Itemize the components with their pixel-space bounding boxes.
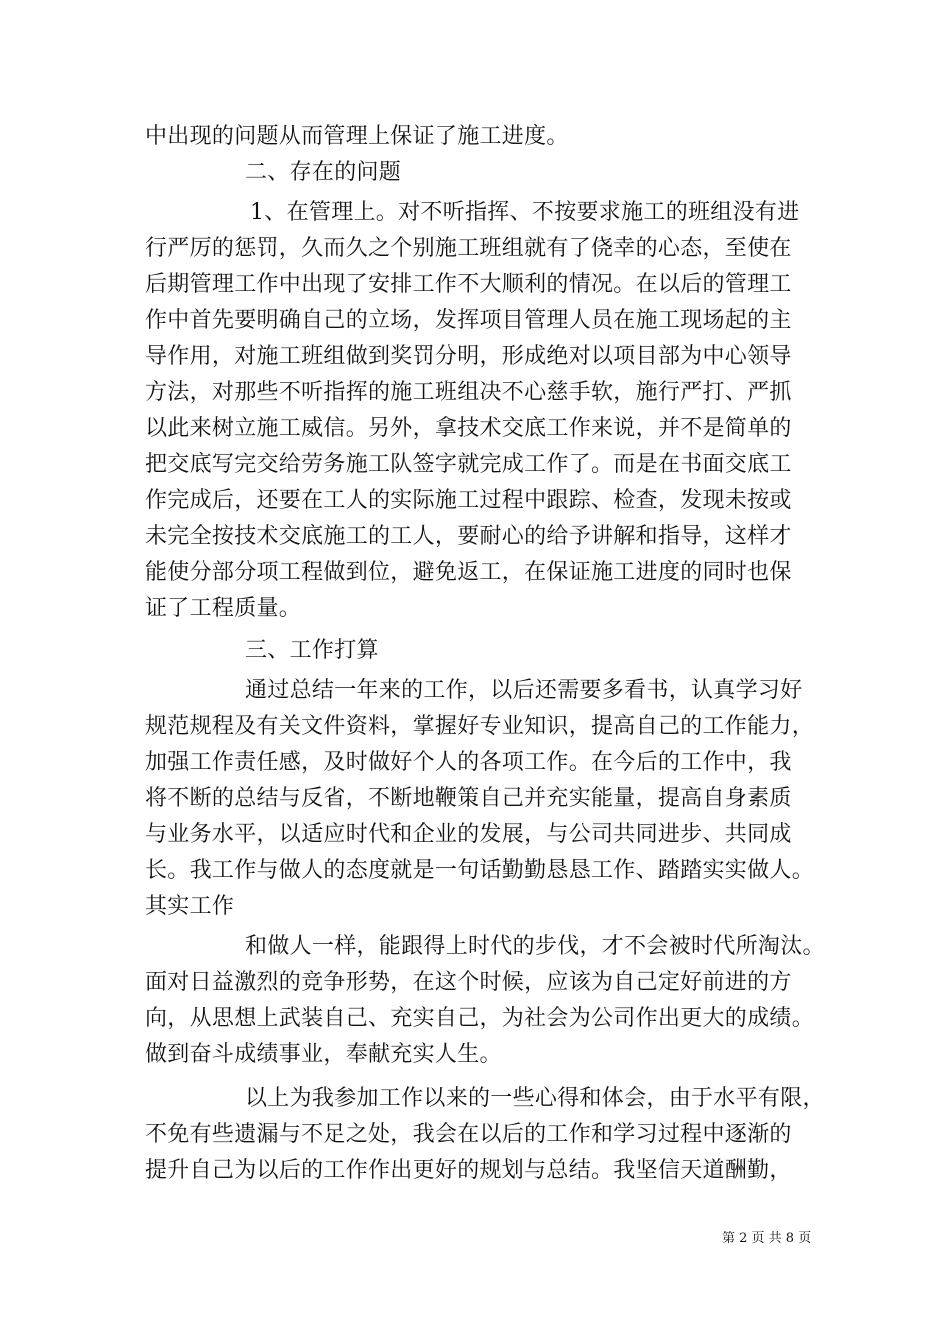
- text-line: 证了工程质量。: [145, 596, 302, 621]
- text-line: 面对日益激烈的竞争形势，在这个时候，应该为自己定好前进的方: [145, 970, 792, 995]
- text-line: 作完成后，还要在工人的实际施工过程中跟踪、检查，发现未按或: [145, 488, 792, 513]
- page-number: 第 2 页 共 8 页: [722, 1231, 812, 1246]
- text-line: 做到奋斗成绩事业，奉献充实人生。: [145, 1042, 502, 1067]
- text-line: 规范规程及有关文件资料，掌握好专业知识，提高自己的工作能力，: [145, 714, 815, 739]
- text-line: 向，从思想上武装自己、充实自己，为社会为公司作出更大的成绩。: [145, 1006, 815, 1031]
- section-heading-plans: 三、工作打算: [245, 638, 379, 663]
- text-line: 中出现的问题从而管理上保证了施工进度。: [145, 124, 569, 149]
- text-line: 其实工作: [145, 894, 235, 919]
- section-heading-problems: 二、存在的问题: [245, 160, 402, 185]
- text-line: 把交底写完交给劳务施工队签字就完成工作了。而是在书面交底工: [145, 452, 792, 477]
- text-line: 方法，对那些不听指挥的施工班组决不心慈手软，施行严打、严抓: [145, 380, 792, 405]
- text-line: 后期管理工作中出现了安排工作不大顺利的情况。在以后的管理工: [145, 272, 792, 297]
- text-line: 长。我工作与做人的态度就是一句话勤勤恳恳工作、踏踏实实做人。: [145, 858, 815, 883]
- text-line: 提升自己为以后的工作作出更好的规划与总结。我坚信天道酬勤，: [145, 1158, 792, 1183]
- text-line: 导作用，对施工班组做到奖罚分明，形成绝对以项目部为中心领导: [145, 344, 792, 369]
- text-line: 以此来树立施工威信。另外，拿技术交底工作来说，并不是简单的: [145, 416, 792, 441]
- text-line: 以上为我参加工作以来的一些心得和体会，由于水平有限，: [245, 1086, 825, 1111]
- text-line: 行严厉的惩罚，久而久之个别施工班组就有了侥幸的心态，至使在: [145, 236, 792, 261]
- text-line: 能使分部分项工程做到位，避免返工，在保证施工进度的同时也保: [145, 560, 792, 585]
- text-line: 加强工作责任感，及时做好个人的各项工作。在今后的工作中，我: [145, 750, 792, 775]
- text-line: 与业务水平，以适应时代和企业的发展，与公司共同进步、共同成: [145, 822, 792, 847]
- text-line: 未完全按技术交底施工的工人，要耐心的给予讲解和指导，这样才: [145, 524, 792, 549]
- text-line: 不免有些遗漏与不足之处，我会在以后的工作和学习过程中逐渐的: [145, 1122, 792, 1147]
- text-line: 通过总结一年来的工作，以后还需要多看书，认真学习好: [245, 678, 803, 703]
- text-line: 作中首先要明确自己的立场，发挥项目管理人员在施工现场起的主: [145, 308, 792, 333]
- text-line: 和做人一样，能跟得上时代的步伐，才不会被时代所淘汰。: [245, 934, 825, 959]
- text-line: 将不断的总结与反省，不断地鞭策自己并充实能量，提高自身素质: [145, 786, 792, 811]
- text-line: 1、在管理上。对不听指挥、不按要求施工的班组没有进: [250, 200, 800, 225]
